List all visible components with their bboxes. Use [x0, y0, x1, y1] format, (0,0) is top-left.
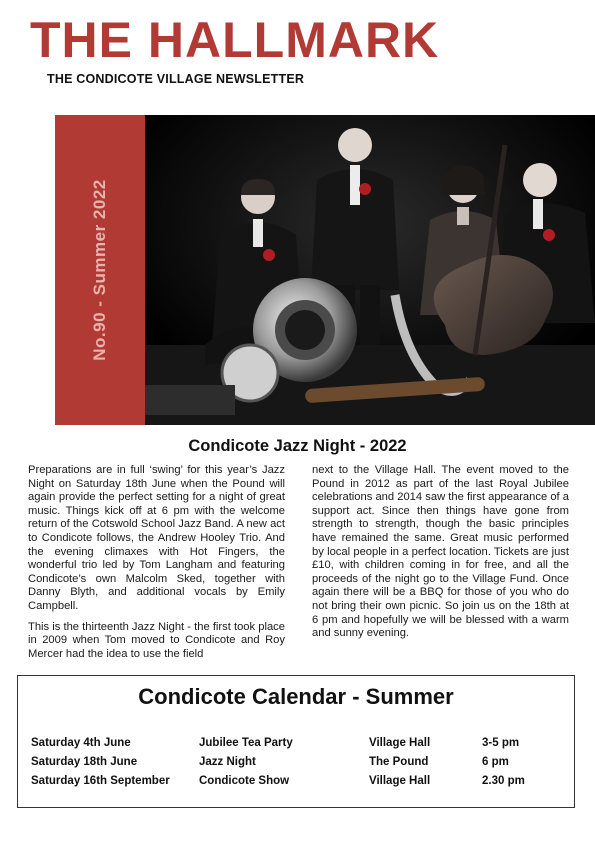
- event-time: 2.30 pm: [482, 775, 525, 787]
- article-column-left: [28, 464, 285, 668]
- band-photo: [145, 115, 595, 425]
- issue-label: No.90 - Summer 2022: [90, 179, 109, 361]
- event-date: Saturday 16th September: [31, 775, 170, 787]
- calendar-row: [18, 775, 574, 793]
- calendar-box: [17, 675, 575, 808]
- event-time: 3-5 pm: [482, 737, 520, 749]
- article-paragraph: next to the Village Hall. The event moved to the Pound in 2012 as part of the last Royal Jubilee celebrations and 2014 saw the first appearance of a support act. Since then things have gone from strength to strength, though the basic principles have remained the same. Great music performed by local people in a perfect location. Tickets are just £10, with children coming in for free, and all the proceeds of the night go to the Village Fund. Once again there will be a BBQ for those of you who do not bring their own picnic. So join us on the 18th at 6 pm and hopefully we will be blessed with a warm and sunny evening.: [312, 464, 569, 640]
- event-place: Village Hall: [369, 737, 431, 749]
- article-paragraph: Preparations are in full ‘swing’ for this year’s Jazz Night on Saturday 18th June when the Pound will again provide the perfect setting for a night of great music. Things kick off at 6 pm with the welcome return of the Cotswold School Jazz Band. A new act to Condicote follows, the Andrew Hooley Trio. And the evening climaxes with Hot Fingers, the wonderful trio led by Tom Langham and featuring Condicote’s own Malcolm Sked, together with Danny Blyth, and additional vocals by Emily Campbell.: [28, 464, 285, 612]
- event-date: Saturday 18th June: [31, 756, 138, 768]
- calendar-row: [18, 737, 574, 755]
- article-title: Condicote Jazz Night - 2022: [188, 437, 407, 455]
- event-date: Saturday 4th June: [31, 737, 131, 749]
- event-place: Village Hall: [369, 775, 431, 787]
- masthead-title: THE HALLMARK: [30, 12, 440, 68]
- event-place: The Pound: [369, 756, 429, 768]
- event-name: Condicote Show: [199, 775, 290, 787]
- event-time: 6 pm: [482, 756, 509, 768]
- masthead-subtitle: THE CONDICOTE VILLAGE NEWSLETTER: [47, 72, 305, 86]
- event-name: Jubilee Tea Party: [199, 737, 293, 749]
- calendar-row: [18, 756, 574, 774]
- article-column-right: [312, 464, 569, 648]
- calendar-title: Condicote Calendar - Summer: [138, 684, 454, 709]
- event-name: Jazz Night: [199, 756, 256, 768]
- band-photo-illustration: [145, 115, 595, 425]
- article-paragraph: This is the thirteenth Jazz Night - the first took place in 2009 when Tom moved to Condicote and Roy Mercer had the idea to use the field: [28, 620, 285, 660]
